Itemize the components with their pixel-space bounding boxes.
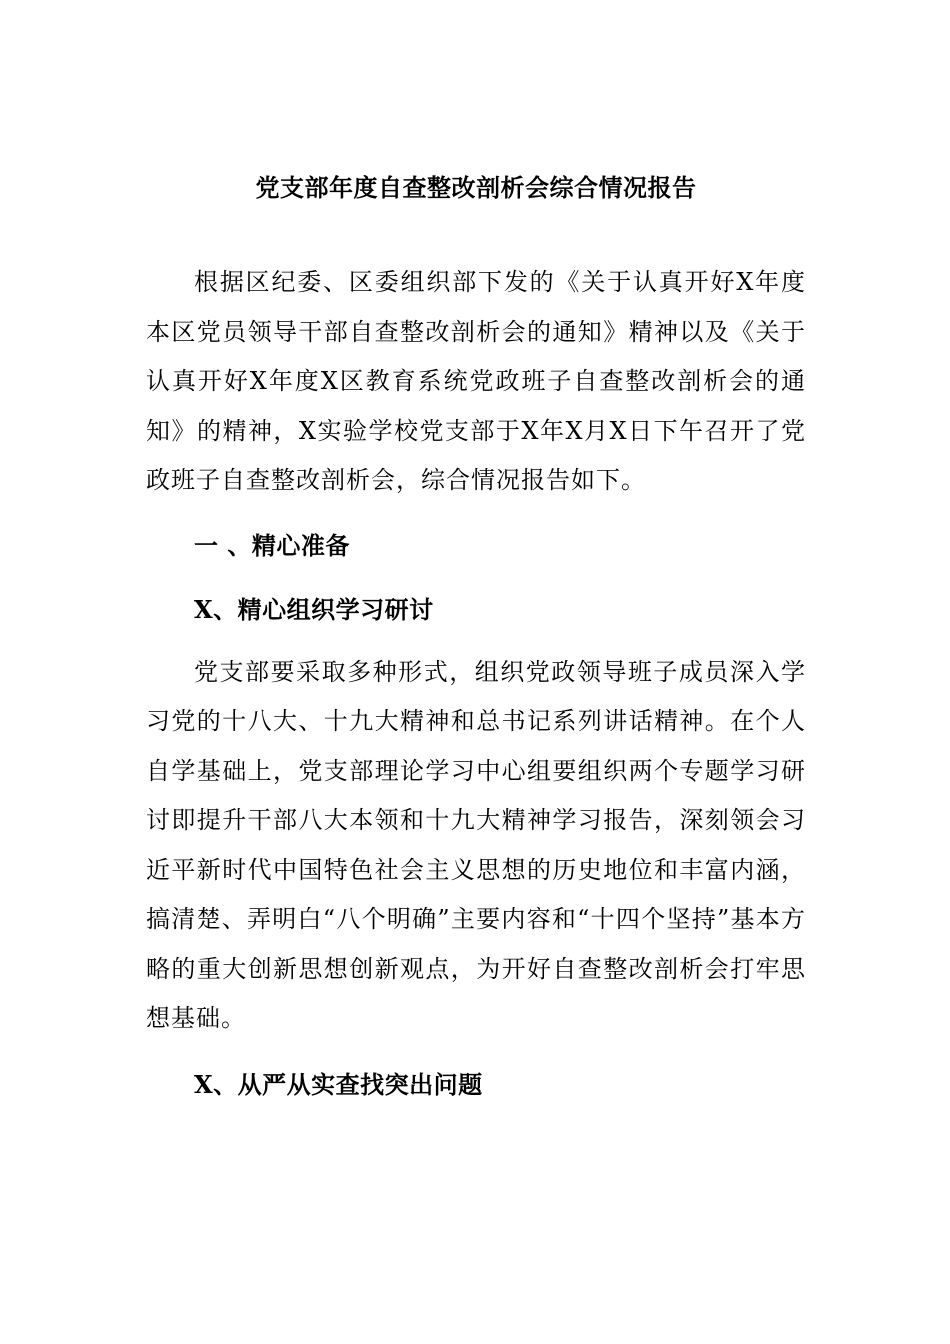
subheading-study: X、精心组织学习研讨: [194, 595, 434, 624]
intro-paragraph: 根据区纪委、区委组织部下发的《关于认真开好X年度本区党员领导干部自查整改剖析会的通知》精神以及《关于认真开好X年度X区教育系统党政班子自查整改剖析会的通知》的精神，X实验学校党支部于X年X月X日下午召开了党政班子自查整改剖析会，综合情况报告如下。: [146, 268, 806, 494]
document-title: 党支部年度自查整改剖析会综合情况报告: [255, 173, 697, 202]
document-body: [146, 168, 806, 1109]
study-paragraph: 党支部要采取多种形式，组织党政领导班子成员深入学习党的十八大、十九大精神和总书记系列讲话精神。在个人自学基础上，党支部理论学习中心组要组织两个专题学习研讨即提升干部八大本领和十九大精神学习报告，深刻领会习近平新时代中国特色社会主义思想的历史地位和丰富内涵，搞清楚、弄明白“八个明确”主要内容和“十四个坚持”基本方略的重大创新思想创新观点，为开好自查整改剖析会打牢思想基础。: [146, 657, 806, 1032]
section-heading-preparation: 一 、精心准备: [194, 530, 350, 560]
subheading-problems: X、从严从实查找突出问题: [194, 1069, 483, 1099]
